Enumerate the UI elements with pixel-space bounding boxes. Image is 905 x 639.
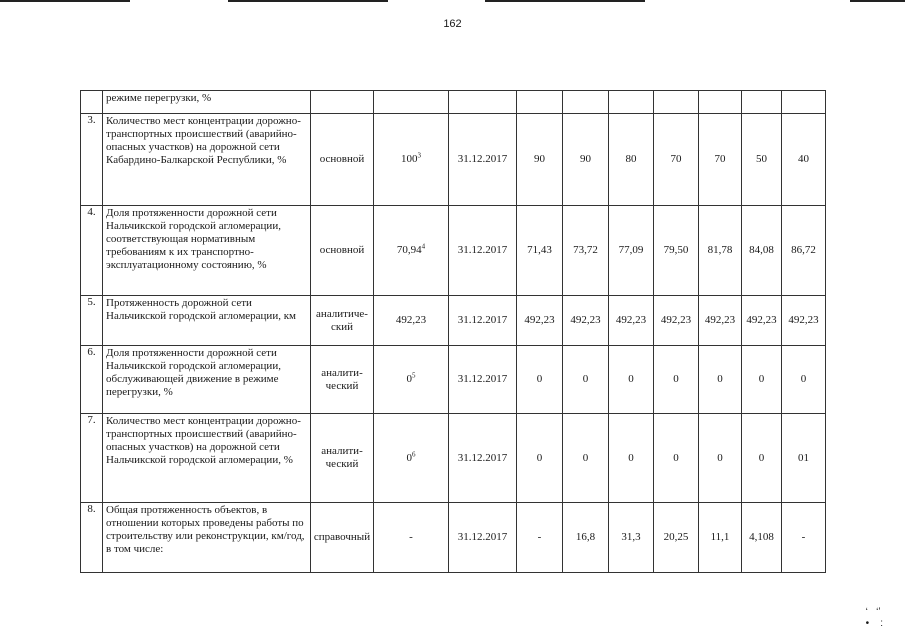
year-value-cell: 90 xyxy=(563,114,609,206)
table-row xyxy=(81,296,826,346)
year-value-cell: 492,23 xyxy=(563,296,609,346)
year-value-cell: 11,1 xyxy=(699,503,742,573)
indicator-name-cell: Протяженность дорожной сети Нальчикской городской агломерации, км xyxy=(103,296,311,346)
base-value: 70,94 xyxy=(396,244,422,256)
footnote-ref: 5 xyxy=(412,371,416,380)
row-number-cell xyxy=(81,91,103,114)
year-value-cell xyxy=(742,91,782,114)
year-value-cell: 0 xyxy=(699,346,742,414)
base-date-cell: 31.12.2017 xyxy=(449,114,517,206)
base-date-cell xyxy=(449,91,517,114)
indicator-name-cell: режиме перегрузки, % xyxy=(103,91,311,114)
year-value-cell: 492,23 xyxy=(699,296,742,346)
year-value-cell: 01 xyxy=(782,414,826,503)
year-value-cell: 492,23 xyxy=(742,296,782,346)
year-value-cell: 16,8 xyxy=(563,503,609,573)
indicator-type-cell: справочный xyxy=(311,503,374,573)
year-value-cell: 0 xyxy=(517,414,563,503)
year-value-cell: 86,72 xyxy=(782,206,826,296)
year-value-cell: 4,108 xyxy=(742,503,782,573)
year-value-cell: 73,72 xyxy=(563,206,609,296)
year-value-cell: 0 xyxy=(654,414,699,503)
year-value-cell: 81,78 xyxy=(699,206,742,296)
year-value-cell: 70 xyxy=(699,114,742,206)
year-value-cell: 40 xyxy=(782,114,826,206)
year-value-cell: 0 xyxy=(609,346,654,414)
row-number-cell: 5. xyxy=(81,296,103,346)
base-value: - xyxy=(409,531,413,543)
indicator-type-cell: аналити-ческий xyxy=(311,346,374,414)
table-row xyxy=(81,114,826,206)
year-value-cell: 492,23 xyxy=(782,296,826,346)
base-value: 100 xyxy=(401,153,418,165)
footnote-ref: 4 xyxy=(421,242,426,251)
year-value-cell: 90 xyxy=(517,114,563,206)
scan-marks: ʻ ʻʼ • : xyxy=(865,607,883,629)
year-value-cell: - xyxy=(517,503,563,573)
base-value-cell xyxy=(374,91,449,114)
year-value-cell: 80 xyxy=(609,114,654,206)
table-row xyxy=(81,206,826,296)
footnote-ref: 3 xyxy=(417,151,421,160)
row-number-cell: 4. xyxy=(81,206,103,296)
indicator-type-cell: аналитиче-ский xyxy=(311,296,374,346)
year-value-cell: - xyxy=(782,503,826,573)
base-value: 0 xyxy=(406,451,412,464)
indicator-type-cell: аналити-ческий xyxy=(311,414,374,503)
year-value-cell: 0 xyxy=(517,346,563,414)
base-value: 0 xyxy=(406,373,412,385)
base-date-cell: 31.12.2017 xyxy=(449,346,517,414)
year-value-cell: 70 xyxy=(654,114,699,206)
base-value-cell xyxy=(374,296,449,346)
year-value-cell: 79,50 xyxy=(654,206,699,296)
table-row xyxy=(81,346,826,414)
table-row xyxy=(81,414,826,503)
year-value-cell: 0 xyxy=(654,346,699,414)
indicator-name-cell: Доля протяженности дорожной сети Нальчикской городской агломерации, соответствующая нормативным требованиям к их транспортно-эксплуатационному состоянию, % xyxy=(103,206,311,296)
scan-edge-line xyxy=(485,0,645,2)
indicator-name-cell: Количество мест концентрации дорожно-транспортных происшествий (аварийно-опасных участков) на дорожной сети Нальчикской городской агломерации, % xyxy=(103,414,311,503)
year-value-cell: 0 xyxy=(742,414,782,503)
row-number-cell: 6. xyxy=(81,346,103,414)
year-value-cell xyxy=(654,91,699,114)
indicator-name-cell: Доля протяженности дорожной сети Нальчикской городской агломерации, обслуживающей движение в режиме перегрузки, % xyxy=(103,346,311,414)
year-value-cell: 84,08 xyxy=(742,206,782,296)
year-value-cell: 492,23 xyxy=(654,296,699,346)
table-row xyxy=(81,91,826,114)
indicator-type-cell: основной xyxy=(311,206,374,296)
year-value-cell: 0 xyxy=(782,346,826,414)
indicators-table xyxy=(80,90,826,573)
base-date-cell: 31.12.2017 xyxy=(449,296,517,346)
scan-edge-line xyxy=(850,0,905,2)
base-value: 492,23 xyxy=(395,314,427,326)
scan-edge-line xyxy=(0,0,130,2)
year-value-cell: 0 xyxy=(609,414,654,503)
base-date-cell: 31.12.2017 xyxy=(449,414,517,503)
year-value-cell: 0 xyxy=(563,346,609,414)
year-value-cell xyxy=(517,91,563,114)
year-value-cell: 0 xyxy=(699,414,742,503)
base-date-cell: 31.12.2017 xyxy=(449,206,517,296)
year-value-cell: 492,23 xyxy=(517,296,563,346)
year-value-cell xyxy=(699,91,742,114)
base-value-cell xyxy=(374,114,449,206)
year-value-cell: 0 xyxy=(742,346,782,414)
row-number-cell: 8. xyxy=(81,503,103,573)
year-value-cell: 0 xyxy=(563,414,609,503)
year-value-cell xyxy=(782,91,826,114)
row-number-cell: 7. xyxy=(81,414,103,503)
year-value-cell xyxy=(563,91,609,114)
year-value-cell: 31,3 xyxy=(609,503,654,573)
row-number-cell: 3. xyxy=(81,114,103,206)
year-value-cell: 50 xyxy=(742,114,782,206)
base-value-cell xyxy=(374,503,449,573)
page-number: 162 xyxy=(443,18,462,30)
base-value-cell xyxy=(374,414,449,503)
indicator-type-cell xyxy=(311,91,374,114)
table-row xyxy=(81,503,826,573)
year-value-cell: 77,09 xyxy=(609,206,654,296)
base-value-cell xyxy=(374,206,449,296)
scan-edge-line xyxy=(228,0,388,2)
year-value-cell: 492,23 xyxy=(609,296,654,346)
indicator-name-cell: Количество мест концентрации дорожно-транспортных происшествий (аварийно-опасных участков) на дорожной сети Кабардино-Балкарской Республики, % xyxy=(103,114,311,206)
year-value-cell xyxy=(609,91,654,114)
base-value-cell xyxy=(374,346,449,414)
year-value-cell: 71,43 xyxy=(517,206,563,296)
base-date-cell: 31.12.2017 xyxy=(449,503,517,573)
indicator-type-cell: основной xyxy=(311,114,374,206)
year-value-cell: 20,25 xyxy=(654,503,699,573)
indicator-name-cell: Общая протяженность объектов, в отношении которых проведены работы по строительству или реконструкции, км/год, в том числе: xyxy=(103,503,311,573)
footnote-ref: 6 xyxy=(412,449,416,458)
